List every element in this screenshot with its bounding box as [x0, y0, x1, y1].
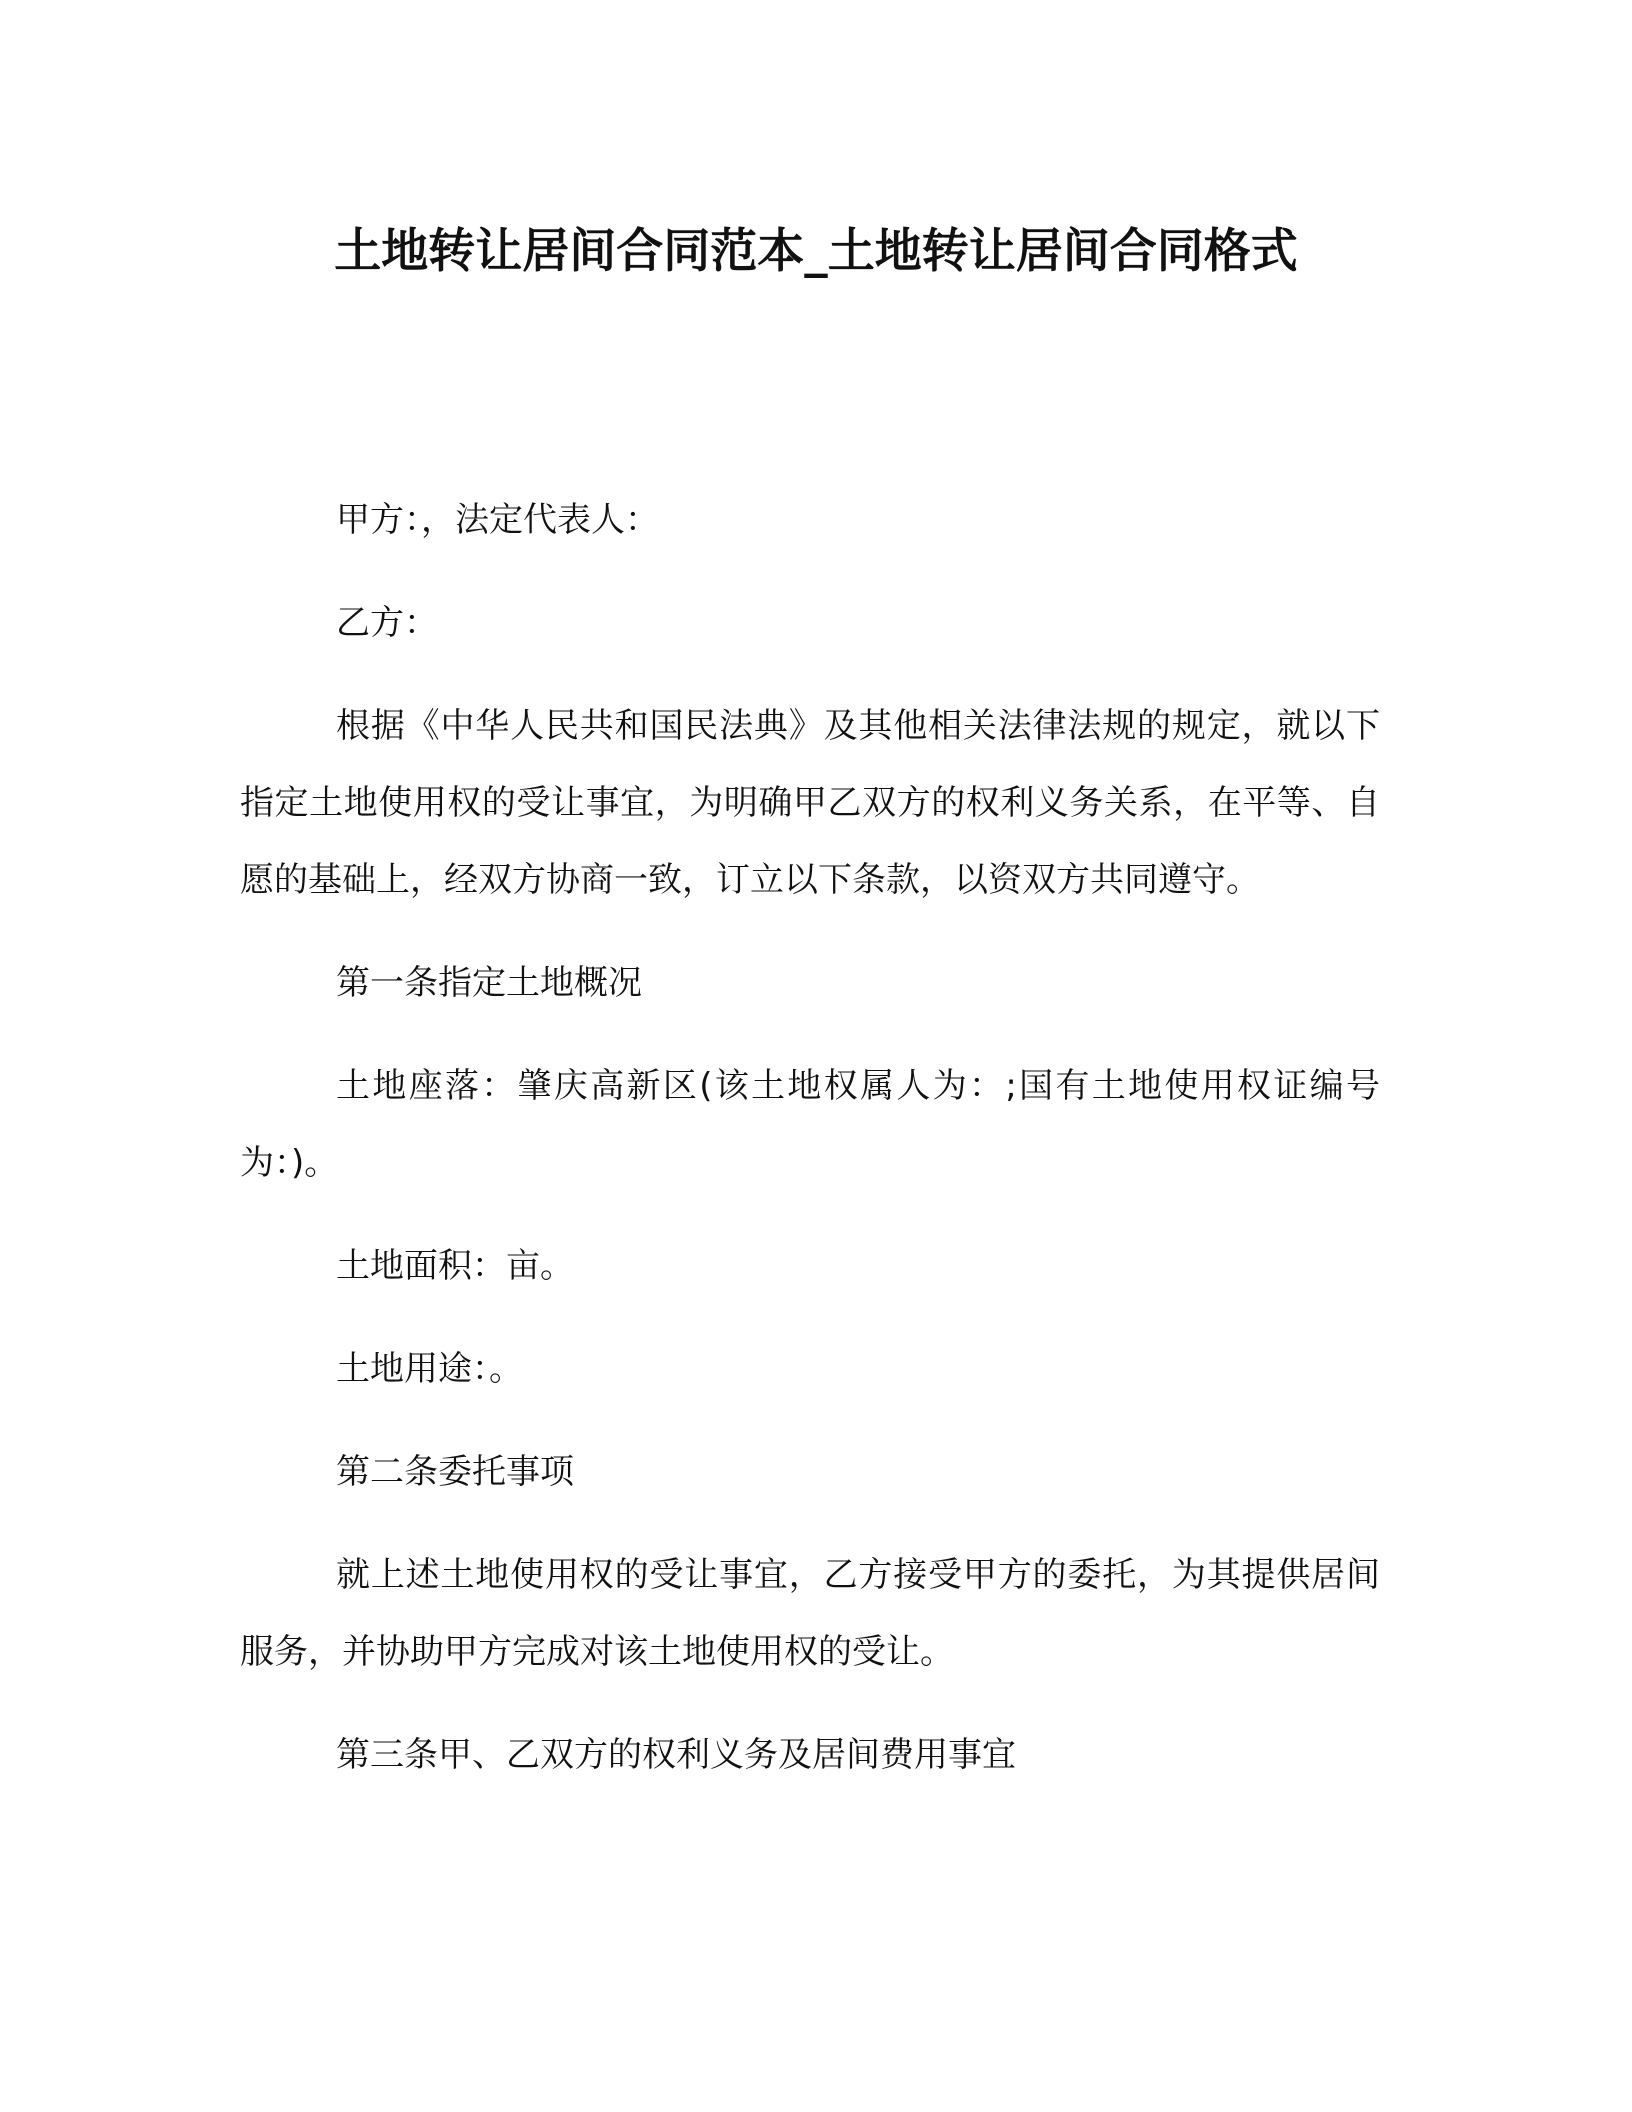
land-use-line: 土地用途：。 — [336, 1349, 523, 1389]
party-a-line: 甲方：，法定代表人： — [336, 500, 659, 540]
commission-paragraph: 就上述土地使用权的受让事宜，乙方接受甲方的委托，为其提供居间服务，并协助甲方完成对该土地使用权的受让。 — [240, 1555, 1380, 1672]
document-title: 土地转让居间合同范本_土地转让居间合同格式 — [334, 224, 1298, 279]
article-3-heading: 第三条甲、乙双方的权利义务及居间费用事宜 — [336, 1735, 1016, 1775]
party-b-line: 乙方： — [336, 603, 438, 643]
document-body — [240, 482, 1380, 1794]
land-location-paragraph: 土地座落：肇庆高新区(该土地权属人为：;国有土地使用权证编号为：)。 — [240, 1066, 1380, 1183]
article-2-heading: 第二条委托事项 — [336, 1452, 574, 1492]
preamble-paragraph: 根据《中华人民共和国民法典》及其他相关法律法规的规定，就以下指定土地使用权的受让事宜，为明确甲乙双方的权利义务关系，在平等、自愿的基础上，经双方协商一致，订立以下条款，以资双方共同遵守。 — [240, 706, 1380, 900]
land-area-line: 土地面积：亩。 — [336, 1246, 574, 1286]
article-1-heading: 第一条指定土地概况 — [336, 963, 642, 1003]
